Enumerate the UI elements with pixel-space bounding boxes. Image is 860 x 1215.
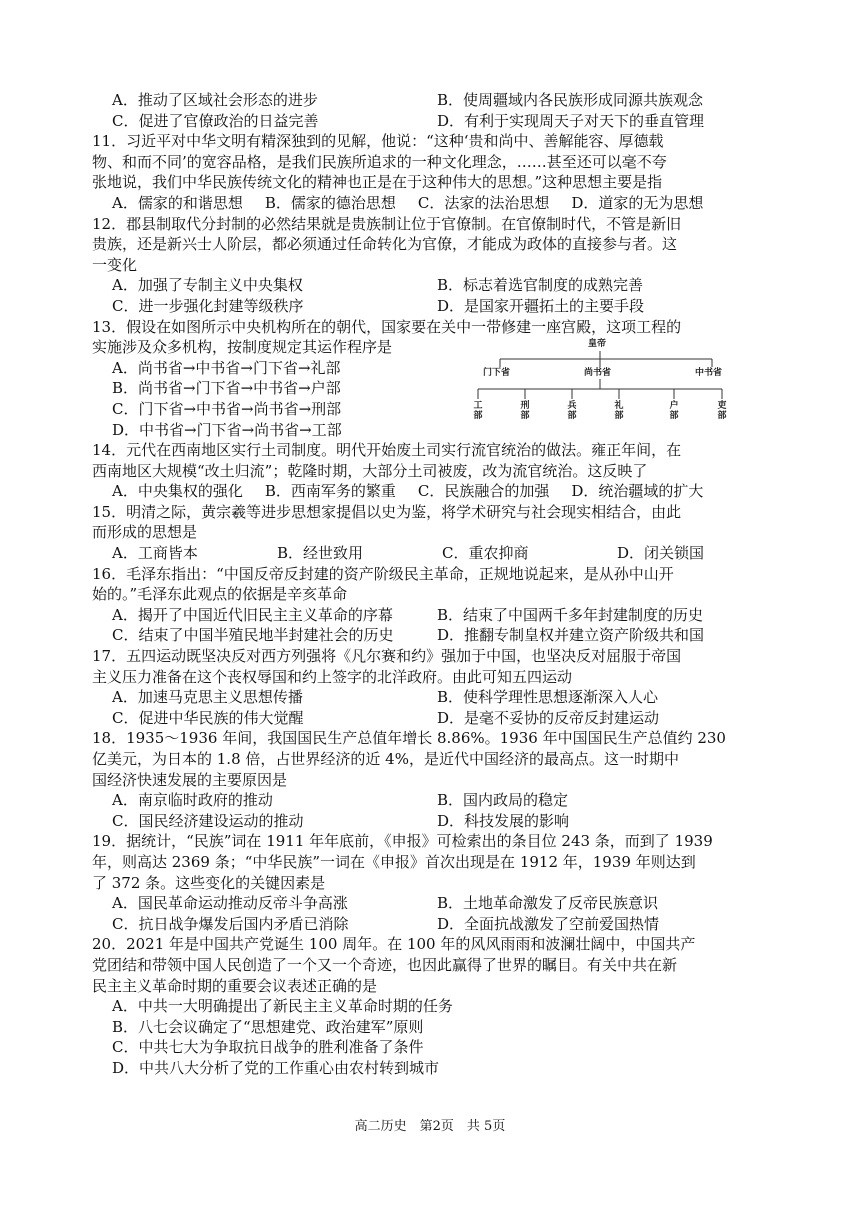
- page-footer: 高二历史 第2页 共 5页: [354, 1119, 506, 1134]
- q16-stem-line: 16．毛泽东指出：“中国反帝反封建的资产阶级民主革命，正规地说起来，是从孙中山开: [92, 564, 674, 583]
- q17-options-row-1: [92, 687, 774, 708]
- q15-option-a[interactable]: A．工商皆本: [112, 544, 198, 563]
- q20-stem-line: 20．2021 年是中国共产党诞生 100 周年。在 100 年的风风雨雨和波澜壮阔中，中国共产: [92, 935, 696, 954]
- q20-option-a[interactable]: A．中共一大明确提出了新民主主义革命时期的任务: [112, 997, 453, 1016]
- org-libu-personnel: 吏部: [717, 401, 727, 422]
- org-bingbu: 兵部: [567, 401, 577, 422]
- q13-option-d[interactable]: D．中书省→门下省→尚书省→工部: [112, 420, 342, 439]
- org-libu-rites: 礼部: [614, 401, 624, 422]
- org-menxia: 门下省: [483, 368, 511, 379]
- q12-option-d[interactable]: D．是国家开疆拓土的主要手段: [437, 296, 645, 315]
- q12-option-a[interactable]: A．加强了专制主义中央集权: [112, 276, 303, 295]
- q13-option-a[interactable]: A．尚书省→中书省→门下省→礼部: [112, 358, 341, 377]
- q13-body: [92, 337, 774, 440]
- q14-stem-line: 西南地区大规模“改土归流”；乾隆时期，大部分土司被废，改为流官统治。这反映了: [92, 461, 648, 480]
- q11-stem-line: 张地说，我们中华民族传统文化的精神也正是在于这种伟大的思想。”这种思想主要是指: [92, 173, 663, 192]
- q19-option-b[interactable]: B．土地革命激发了反帝民族意识: [437, 894, 659, 913]
- q16-options-row-1: [92, 605, 774, 626]
- q15-stem-line: 而形成的思想是: [92, 523, 198, 542]
- q18-stem-line: 亿美元，为日本的 1.8 倍，占世界经济的近 4%，是近代中国经济的最高点。这一时期中: [92, 750, 679, 768]
- q19-option-d[interactable]: D．全面抗战激发了空前爱国热情: [437, 914, 660, 933]
- q16-option-c[interactable]: C．结束了中国半殖民地半封建社会的历史: [112, 626, 394, 645]
- q18-options-row-2: [92, 811, 774, 832]
- central-government-org-chart: [464, 339, 749, 431]
- q12-stem-line: 12．郡县制取代分封制的必然结果就是贵族制让位于官僚制。在官僚制时代，不管是新旧: [92, 214, 682, 233]
- q20-option-d[interactable]: D．中共八大分析了党的工作重心由农村转到城市: [112, 1058, 440, 1077]
- q16-stem-line: 始的。”毛泽东此观点的依据是辛亥革命: [92, 585, 348, 604]
- q11-options-row: [92, 193, 774, 214]
- q17-option-b[interactable]: B．使科学理性思想逐渐深入人心: [437, 688, 659, 707]
- q11-option-b[interactable]: B．儒家的德治思想: [264, 193, 396, 212]
- q10-option-c[interactable]: C．促进了官僚政治的日益完善: [112, 111, 319, 130]
- org-gongbu: 工部: [473, 401, 483, 422]
- q20-stem-line: 党团结和带领中国人民创造了一个又一个奇迹，也因此赢得了世界的瞩目。有关中共在新: [92, 955, 678, 974]
- q18-option-a[interactable]: A．南京临时政府的推动: [112, 791, 273, 810]
- q13-stem-line: 13．假设在如图所示中央机构所在的朝代，国家要在关中一带修建一座宫殿，这项工程的: [92, 317, 682, 336]
- q19-option-a[interactable]: A．国民革命运动推动反帝斗争高涨: [112, 894, 348, 913]
- q14-option-a[interactable]: A．中央集权的强化: [112, 482, 243, 501]
- q19-stem-line: 了 372 条。这些变化的关键因素是: [92, 873, 326, 892]
- q14-stem-line: 14．元代在西南地区实行土司制度。明代开始废土司实行流官统治的做法。雍正年间，在: [92, 441, 682, 460]
- q17-stem-line: 主义压力准备在这个丧权辱国和约上签字的北洋政府。由此可知五四运动: [92, 667, 573, 686]
- q15-option-b[interactable]: B．经世致用: [277, 544, 364, 563]
- q19-options-row-2: [92, 914, 774, 935]
- q11-option-c[interactable]: C．法家的法治思想: [417, 193, 550, 212]
- org-xingbu: 刑部: [520, 401, 530, 422]
- q11-stem-line: 物、和而不同’的宽容品格，是我们民族所追求的一种文化理念，……甚至还可以毫不夸: [92, 152, 667, 171]
- q14-option-d[interactable]: D．统治疆域的扩大: [571, 482, 704, 501]
- q16-option-b[interactable]: B．结束了中国两千多年封建制度的历史: [437, 605, 704, 624]
- q15-option-d[interactable]: D．闭关锁国: [617, 544, 705, 563]
- q10-option-b[interactable]: B．使周疆域内各民族形成同源共族观念: [437, 91, 704, 109]
- q19-stem-line: 年，则高达 2369 条；“中华民族”一词在《申报》首次出现是在 1912 年，1939 年则达到: [92, 852, 696, 871]
- q17-option-a[interactable]: A．加速马克思主义思想传播: [112, 688, 303, 707]
- q12-option-b[interactable]: B．标志着选官制度的成熟完善: [437, 276, 644, 295]
- q19-option-c[interactable]: C．抗日战争爆发后国内矛盾已消除: [112, 914, 349, 933]
- org-hubu: 户部: [669, 401, 679, 422]
- q10-options-row-1: [92, 90, 774, 111]
- q19-stem-line: 19．据统计，“民族”词在 1911 年年底前，《申报》可检索出的条目位 243 条，而到了 1939: [92, 832, 713, 851]
- q12-options-row-1: [92, 275, 774, 296]
- q18-options-row-1: [92, 790, 774, 811]
- q18-option-c[interactable]: C．国民经济建设运动的推动: [112, 811, 304, 830]
- q15-stem-line: 15．明清之际，黄宗羲等进步思想家提倡以史为鉴，将学术研究与社会现实相结合，由此: [92, 502, 682, 521]
- q16-option-a[interactable]: A．揭开了中国近代旧民主主义革命的序幕: [112, 605, 393, 624]
- q13-option-b[interactable]: B．尚书省→门下省→中书省→户部: [112, 379, 341, 398]
- q17-options-row-2: [92, 708, 774, 729]
- q18-option-d[interactable]: D．科技发展的影响: [437, 811, 570, 830]
- q10-option-a[interactable]: A．推动了区域社会形态的进步: [112, 91, 318, 109]
- org-chart-lines: [464, 339, 749, 431]
- q13-option-c[interactable]: C．门下省→中书省→尚书省→刑部: [112, 399, 342, 418]
- q16-option-d[interactable]: D．推翻专制皇权并建立资产阶级共和国: [437, 626, 705, 645]
- q18-stem-line: 国经济快速发展的主要原因是: [92, 770, 288, 789]
- q12-option-c[interactable]: C．进一步强化封建等级秩序: [112, 296, 304, 315]
- q15-options-row: [92, 543, 774, 564]
- q12-options-row-2: [92, 296, 774, 317]
- q17-option-c[interactable]: C．促进中华民族的伟大觉醒: [112, 708, 304, 727]
- q14-option-b[interactable]: B．西南军务的繁重: [264, 482, 396, 501]
- q13-stem-line: 实施涉及众多机构，按制度规定其运作程序是: [92, 338, 393, 357]
- q11-stem-line: 11．习近平对中华文明有精深独到的见解，他说：“这种‘贵和尚中、善解能容、厚德载: [92, 132, 664, 151]
- q17-stem-line: 17．五四运动既坚决反对西方列强将《凡尔赛和约》强加于中国，也坚决反对屈服于帝国: [92, 647, 682, 666]
- q14-options-row: [92, 481, 774, 502]
- q10-option-d[interactable]: D．有利于实现周天子对天下的垂直管理: [437, 111, 705, 130]
- q20-stem-line: 民主主义革命时期的重要会议表述正确的是: [92, 976, 378, 995]
- q19-options-row-1: [92, 893, 774, 914]
- exam-page: [92, 90, 774, 1079]
- org-zhongshu: 中书省: [695, 368, 723, 379]
- q15-option-c[interactable]: C．重农抑商: [442, 544, 529, 563]
- q20-option-b[interactable]: B．八七会议确定了“思想建党、政治建军”原则: [112, 1017, 424, 1036]
- q16-options-row-2: [92, 625, 774, 646]
- q17-option-d[interactable]: D．是毫不妥协的反帝反封建运动: [437, 708, 660, 727]
- org-shangshu: 尚书省: [584, 368, 612, 379]
- q10-options-row-2: [92, 111, 774, 132]
- q20-option-c[interactable]: C．中共七大为争取抗日战争的胜利准备了条件: [112, 1038, 424, 1057]
- q14-option-c[interactable]: C．民族融合的加强: [417, 482, 550, 501]
- q11-option-d[interactable]: D．道家的无为思想: [571, 193, 704, 212]
- q12-stem-line: 一变化: [92, 255, 138, 274]
- q11-option-a[interactable]: A．儒家的和谐思想: [112, 193, 243, 212]
- org-emperor: 皇帝: [588, 339, 607, 350]
- q18-option-b[interactable]: B．国内政局的稳定: [437, 791, 569, 810]
- q12-stem-line: 贵族，还是新兴士人阶层，都必须通过任命转化为官僚，才能成为政体的直接参与者。这: [92, 235, 678, 254]
- q18-stem-line: 18．1935～1936 年间，我国国民生产总值年增长 8.86%。1936 年中国国民生产总值约 230: [92, 729, 726, 748]
